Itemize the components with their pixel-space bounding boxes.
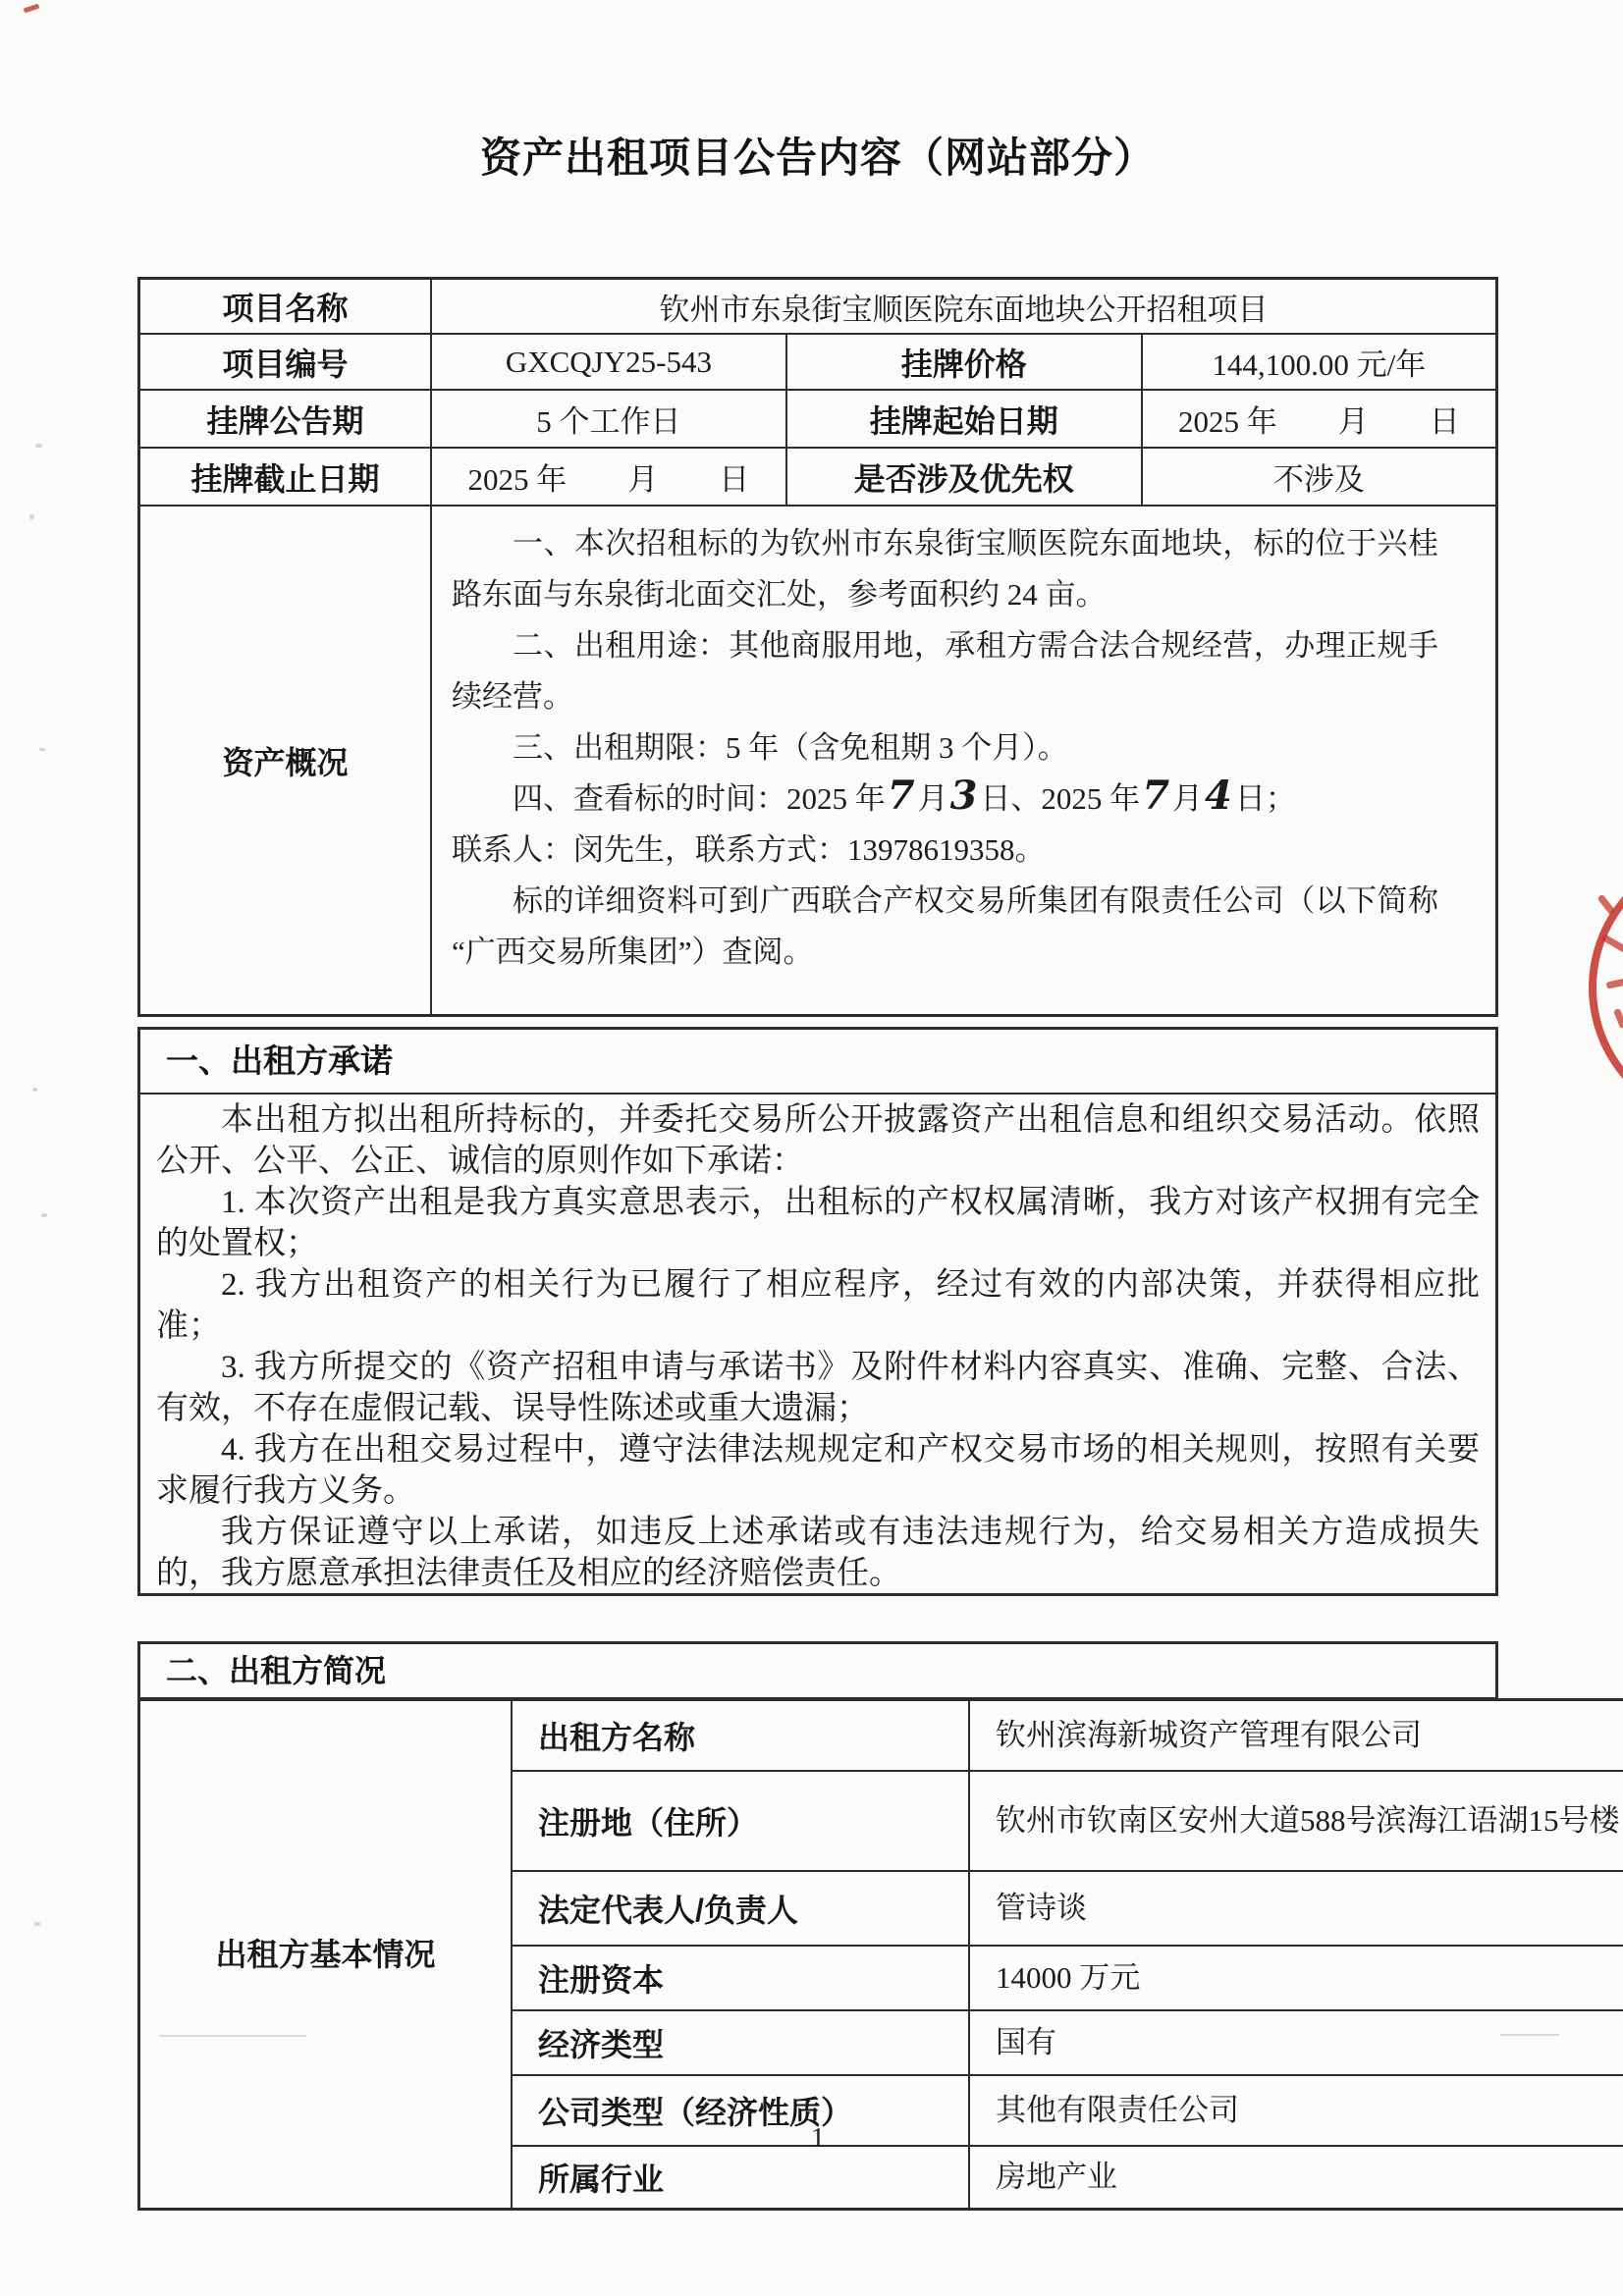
asset-overview-label: 资产概况 xyxy=(139,506,432,1016)
asset-overview-p3: 三、出租期限：5 年（含免租期 3 个月）。 xyxy=(513,730,1068,765)
page-number: 1 xyxy=(810,2122,826,2154)
priority-value: 不涉及 xyxy=(1142,448,1497,506)
company-type-value: 其他有限责任公司 xyxy=(969,2075,1623,2146)
scan-red-mark xyxy=(24,4,40,14)
project-no-label: 项目编号 xyxy=(139,334,432,390)
project-info-table xyxy=(137,277,1498,1017)
scan-speck xyxy=(35,444,42,448)
end-date-label: 挂牌截止日期 xyxy=(139,448,432,506)
handwritten-day-2: 4 xyxy=(1205,773,1233,819)
registered-address-value: 钦州市钦南区安州大道588号滨海江语湖15号楼 xyxy=(969,1771,1623,1871)
scan-fold-line xyxy=(159,2035,306,2037)
asset-overview-p1: 一、本次招租标的为钦州市东泉街宝顺医院东面地块，标的位于兴桂路东面与东泉街北面交汇处，参考面积约 24 亩。 xyxy=(452,526,1438,612)
project-no-value: GXCQJY25-543 xyxy=(431,334,786,390)
priority-label: 是否涉及优先权 xyxy=(786,448,1142,506)
lessor-commitment-body xyxy=(140,1095,1495,1594)
asset-overview-p2: 二、出租用途：其他商服用地，承租方需合法合规经营，办理正规手续经营。 xyxy=(452,628,1438,714)
lessor-name-label: 出租方名称 xyxy=(512,1700,969,1772)
scan-speck xyxy=(34,1922,40,1926)
red-seal-stamp xyxy=(1589,852,1623,1123)
lessor-name-value: 钦州滨海新城资产管理有限公司 xyxy=(969,1700,1623,1772)
announce-period-value: 5 个工作日 xyxy=(431,390,786,448)
asset-overview-view-time xyxy=(452,774,1438,825)
start-date-label: 挂牌起始日期 xyxy=(786,390,1142,448)
scan-speck xyxy=(39,748,45,751)
company-type-label: 公司类型（经济性质） xyxy=(512,2075,969,2146)
registered-capital-value: 14000 万元 xyxy=(969,1946,1623,2010)
view-time-sep1: 月 xyxy=(917,781,948,816)
economic-type-label: 经济类型 xyxy=(512,2010,969,2075)
commitment-p5: 4. 我方在出租交易过程中，遵守法律法规规定和产权交易市场的相关规则，按照有关要求履行我方义务。 xyxy=(156,1432,1480,1509)
legal-representative-value: 管诗谈 xyxy=(969,1871,1623,1946)
scan-fold-line xyxy=(1500,2034,1559,2036)
announce-period-label: 挂牌公告期 xyxy=(139,390,432,448)
commitment-p4: 3. 我方所提交的《资产招租申请与承诺书》及附件材料内容真实、准确、完整、合法、有效，不存在虚假记载、误导性陈述或重大遗漏； xyxy=(156,1350,1480,1426)
lessor-commitment-heading: 一、出租方承诺 xyxy=(140,1030,1495,1095)
scan-speck xyxy=(41,1213,47,1217)
view-time-suffix: 日； xyxy=(1234,781,1296,816)
stamp-stroke xyxy=(1596,894,1615,916)
registered-capital-label: 注册资本 xyxy=(512,1946,969,2010)
economic-type-value: 国有 xyxy=(969,2010,1623,2075)
lessor-basic-info-label: 出租方基本情况 xyxy=(139,1700,513,2210)
handwritten-month-2: 7 xyxy=(1142,773,1171,819)
asset-overview-contact: 联系人：闵先生，联系方式：13978619358。 xyxy=(452,832,1046,867)
start-date-value: 2025 年 月 日 xyxy=(1142,390,1497,448)
listing-price-label: 挂牌价格 xyxy=(786,334,1142,390)
industry-value: 房地产业 xyxy=(969,2146,1623,2210)
page-title: 资产出租项目公告内容（网站部分） xyxy=(479,134,1156,181)
project-name-label: 项目名称 xyxy=(139,279,432,335)
handwritten-month-1: 7 xyxy=(887,773,916,819)
view-time-sep2: 日、2025 年 xyxy=(980,781,1141,816)
legal-representative-label: 法定代表人/负责人 xyxy=(512,1871,969,1946)
commitment-p1: 本出租方拟出租所持标的，并委托交易所公开披露资产出租信息和组织交易活动。依照公开、公平、公正、诚信的原则作如下承诺： xyxy=(156,1102,1480,1179)
industry-label: 所属行业 xyxy=(512,2146,969,2210)
asset-overview-content xyxy=(431,506,1497,1016)
scan-speck xyxy=(29,514,34,519)
project-name-value: 钦州市东泉街宝顺医院东面地块公开招租项目 xyxy=(431,279,1497,335)
commitment-p2: 1. 本次资产出租是我方真实意思表示，出租标的产权权属清晰，我方对该产权拥有完全的处置权； xyxy=(156,1185,1480,1261)
scan-speck xyxy=(32,1088,37,1092)
commitment-p3: 2. 我方出租资产的相关行为已履行了相应程序，经过有效的内部决策，并获得相应批准； xyxy=(156,1267,1480,1344)
view-time-prefix: 四、查看标的时间：2025 年 xyxy=(513,781,886,816)
handwritten-day-1: 3 xyxy=(949,773,979,819)
commitment-p6: 我方保证遵守以上承诺，如违反上述承诺或有违法违规行为，给交易相关方造成损失的，我方愿意承担法律责任及相应的经济赔偿责任。 xyxy=(156,1515,1480,1591)
registered-address-label: 注册地（住所） xyxy=(512,1771,969,1871)
listing-price-value: 144,100.00 元/年 xyxy=(1142,334,1497,390)
lessor-commitment-section xyxy=(137,1027,1498,1596)
lessor-profile-heading: 二、出租方简况 xyxy=(137,1641,1498,1700)
asset-overview-p6: 标的详细资料可到广西联合产权交易所集团有限责任公司（以下简称“广西交易所集团”）查阅。 xyxy=(452,883,1438,969)
end-date-value: 2025 年 月 日 xyxy=(431,448,786,506)
view-time-sep3: 月 xyxy=(1172,781,1204,816)
